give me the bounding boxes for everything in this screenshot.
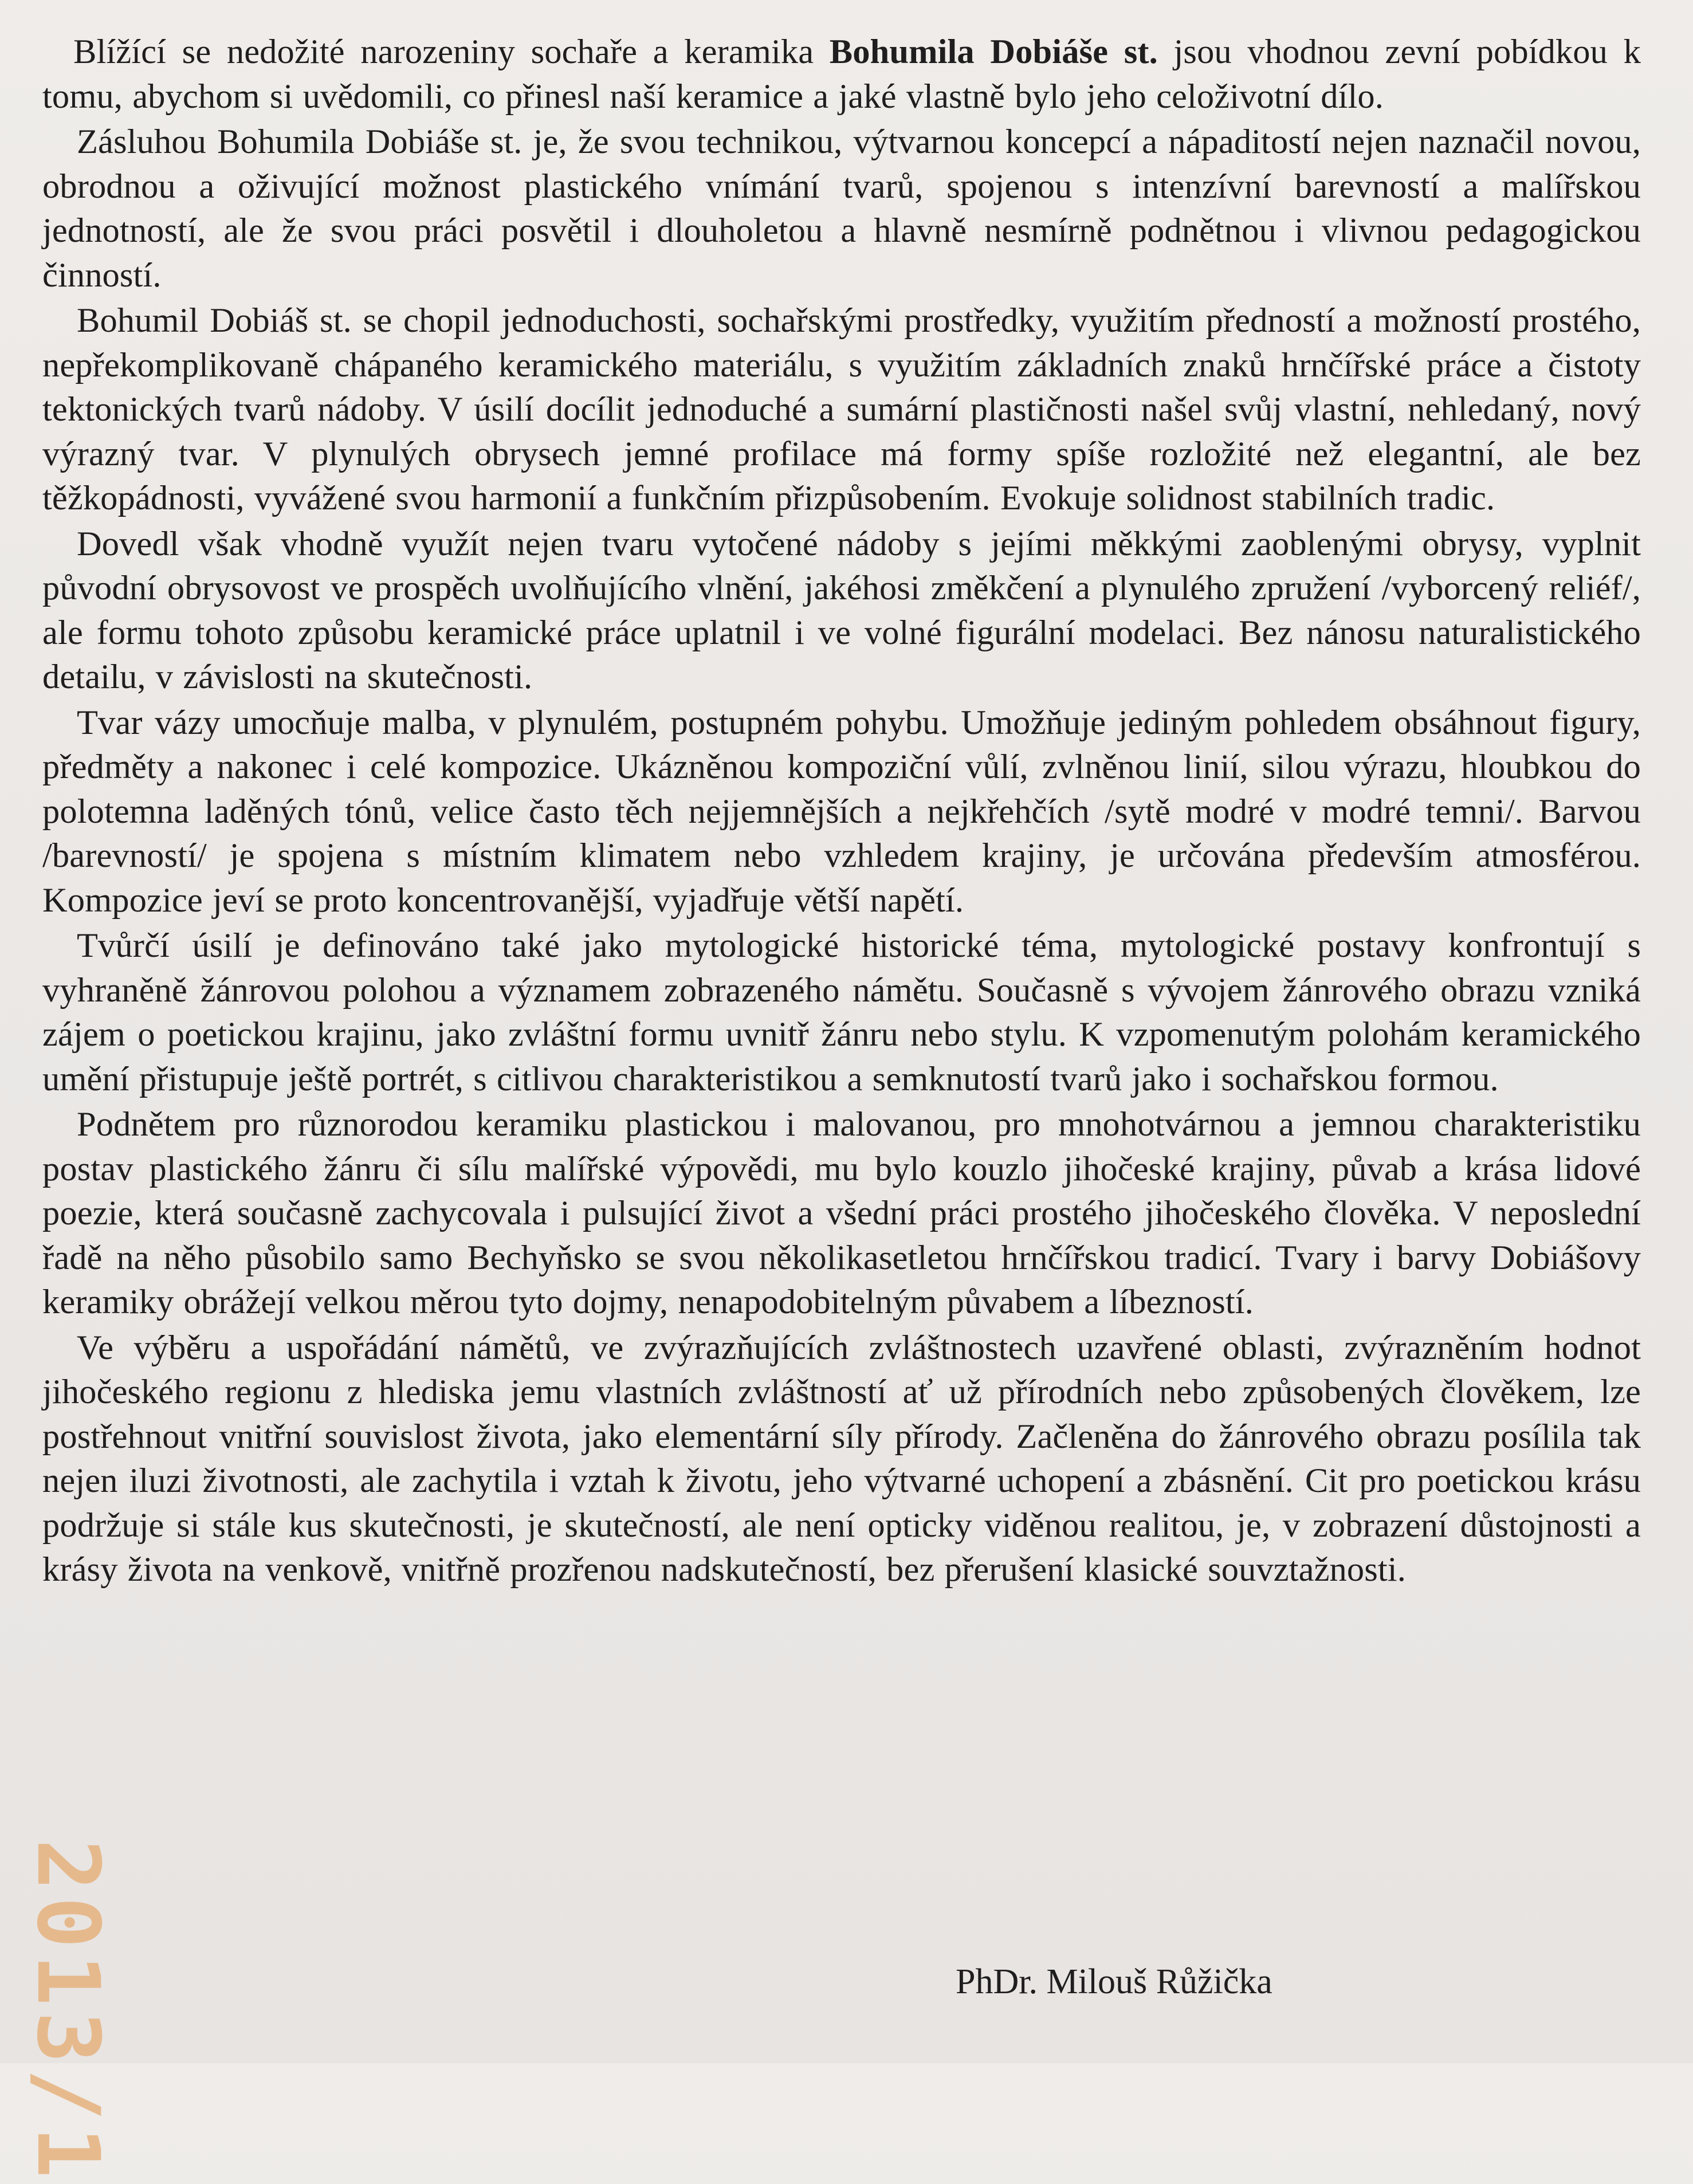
paragraph-2: Zásluhou Bohumila Dobiáše st. je, že svou technikou, výtvarnou koncepcí a nápaditostí nejen naznačil novou, obrodnou a oživující možnost plastického vnímání tvarů, spojenou s intenzívní barevností a malířskou jednotností, ale že svou práci posvětil i dlouholetou a hlavně nesmírně podnětnou i vlivnou pedagogickou činností. (42, 123, 1641, 294)
author-signature: PhDr. Milouš Růžička (956, 1962, 1272, 2001)
paragraph-1-lead: Blížící se nedožité narozeniny sochaře a keramika (73, 33, 830, 71)
paragraph-4: Dovedl však vhodně využít nejen tvaru vytočené nádoby s jejími měkkými zaoblenými obrysy, vyplnit původní obrysovost ve prospěch uvolňujícího vlnění, jakéhosi změkčení a plynulého zpružení /vyborcený reliéf/, ale formu tohoto způsobu keramické práce uplatnil i ve volné figurální modelaci. Bez nánosu naturalistického detailu, v závislosti na skutečnosti. (42, 524, 1641, 696)
paragraph-6: Tvůrčí úsilí je definováno také jako mytologické historické téma, mytologické postavy konfrontují s vyhraněně žánrovou polohou a významem zobrazeného námětu. Současně s vývojem žánrového obrazu vzniká zájem o poetickou krajinu, jako zvláštní formu uvnitř žánru nebo stylu. K vzpomenutým polohám keramického umění přistupuje ještě portrét, s citlivou charakteristikou a semknutostí tvarů jako i sochařskou formou. (42, 926, 1641, 1098)
paragraph-7: Podnětem pro různorodou keramiku plastickou i malovanou, pro mnohotvárnou a jemnou charakteristiku postav plastického žánru či sílu malířské výpovědi, mu bylo kouzlo jihočeské krajiny, půvab a krása lidové poezie, která současně zachycovala i pulsující život a všední práci prostého jihočeského člověka. V neposlední řadě na něho působilo samo Bechyňsko se svou několikasetletou hrnčířskou tradicí. Tvary i barvy Dobiášovy keramiky obrážejí velkou měrou tyto dojmy, nenapodobitelným půvabem a líbezností. (42, 1105, 1641, 1321)
paragraph-5: Tvar vázy umocňuje malba, v plynulém, postupném pohybu. Umožňuje jediným pohledem obsáhnout figury, předměty a nakonec i celé kompozice. Ukázněnou kompoziční vůlí, zvlněnou linií, silou výrazu, hloubkou do polotemna laděných tónů, velice často těch nejjemnějších a nejkřehčích /sytě modré v modré temni/. Barvou /barevností/ je spojena s místním klimatem nebo vzhledem krajiny, je určována především atmosférou. Kompozice jeví se proto koncentrovanější, vyjadřuje větší napětí. (42, 703, 1641, 920)
paragraph-1 (42, 30, 1641, 119)
paragraph-8: Ve výběru a uspořádání námětů, ve zvýrazňujících zvláštnostech uzavřené oblasti, zvýrazněním hodnot jihočeského regionu z hlediska jemu vlastních zvláštností ať už přírodních nebo způsobených člověkem, lze postřehnout vnitřní souvislost života, jako elementární síly přírody. Začleněna do žánrového obrazu posílila tak nejen iluzi životnosti, ale zachytila i vztah k životu, jeho výtvarné uchopení a zbásnění. Cit pro poetickou krásu podržuje si stále kus skutečnosti, je skutečností, ale není opticky viděnou realitou, je, v zobrazení důstojnosti a krásy života na venkově, vnitřně prozřenou nadskutečností, bez přerušení klasické souvztažnosti. (42, 1328, 1641, 1589)
camera-date-stamp: 2013/1 (18, 1839, 117, 2184)
artist-name: Bohumila Dobiáše st. (829, 33, 1158, 71)
paragraph-3: Bohumil Dobiáš st. se chopil jednoduchosti, sochařskými prostředky, využitím předností a možností prostého, nepřekomplikovaně chápaného keramického materiálu, s využitím základních znaků hrnčířské práce a čistoty tektonických tvarů nádoby. V úsilí docílit jednoduché a sumární plastičnosti našel svůj vlastní, nehledaný, nový výrazný tvar. V plynulých obrysech jemné profilace má formy spíše rozložité než elegantní, ale bez těžkopádnosti, vyvážené svou harmonií a funkčním přizpůsobením. Evokuje solidnost stabilních tradic. (42, 301, 1641, 517)
paragraph-1-rest: jsou vhodnou zevní pobídkou k tomu, abychom si uvědomili, co přinesl naší keramice a jaké vlastně bylo jeho celoživotní dílo. (42, 33, 1641, 116)
article-body (42, 30, 1641, 1593)
